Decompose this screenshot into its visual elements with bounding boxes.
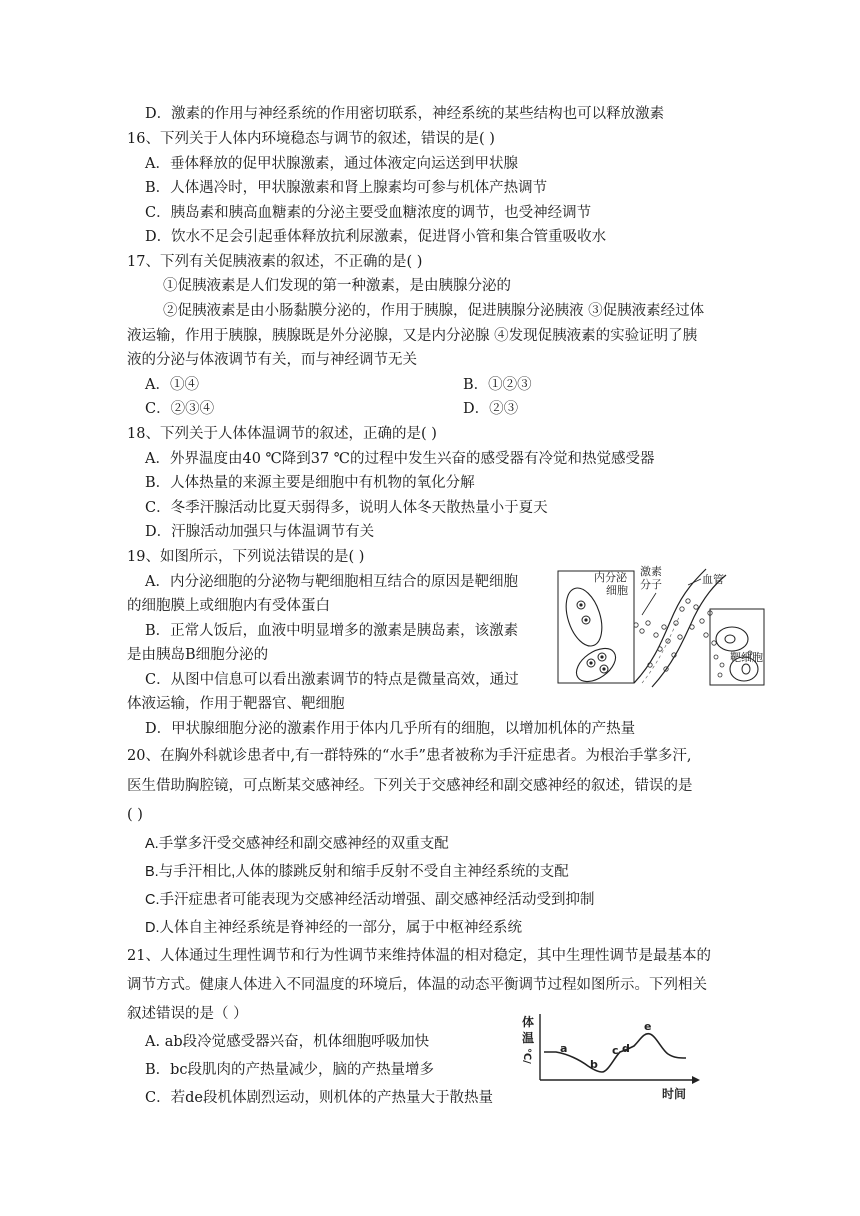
hormone-pointer [642, 593, 656, 615]
y-label-char-2: 温 [522, 1031, 535, 1045]
q21-option-a: A. ab段冷觉感受器兴奋，机体细胞呼吸加快 [145, 1034, 430, 1050]
point-a-label: a [560, 1042, 568, 1055]
q19-option-a-line1: A．内分泌细胞的分泌物与靶细胞相互结合的原因是靶细胞 [145, 574, 518, 590]
q20-option-b: B.与手汗相比,人体的膝跳反射和缩手反射不受自主神经系统的支配 [145, 864, 569, 880]
y-label-char-1: 体 [522, 1015, 535, 1029]
q17-statement-2a: ②促胰液素是由小肠黏膜分泌的，作用于胰腺，促进胰腺分泌胰液 ③促胰液素经过体 [163, 303, 705, 319]
endocrine-cell-lower [571, 642, 622, 689]
point-e-label: e [644, 1020, 652, 1033]
q19-option-b-line1: B．正常人饭后，血液中明显增多的激素是胰岛素，该激素 [145, 623, 519, 639]
q16-option-c: C．胰岛素和胰高血糖素的分泌主要受血糖浓度的调节，也受神经调节 [145, 205, 592, 221]
q21-stem-line2: 调节方式。健康人体进入不同温度的环境后，体温的动态平衡调节过程如图所示。下列相关 [127, 977, 707, 993]
q21-option-b: B．bc段肌肉的产热量减少，脑的产热量增多 [145, 1062, 435, 1078]
x-axis-arrow [692, 1076, 700, 1084]
q20-option-a: A.手掌多汗受交感神经和副交感神经的双重支配 [145, 836, 449, 852]
label-target: 靶细胞 [730, 651, 763, 664]
q19-option-c-line2: 体液运输，作用于靶器官、靶细胞 [127, 696, 345, 712]
q18-option-d: D．汗腺活动加强只与体温调节有关 [145, 524, 375, 540]
q18-stem: 18、下列关于人体体温调节的叙述，正确的是( ) [127, 426, 437, 442]
y-label-unit: ℃/ [521, 1048, 532, 1064]
q18-option-b: B．人体热量的来源主要是细胞中有机物的氧化分解 [145, 475, 475, 491]
q17-option-d: D．②③ [463, 401, 519, 417]
label-endocrine-1: 内分泌 [594, 571, 627, 584]
q20-option-c: C.手汗症患者可能表现为交感神经活动增强、副交感神经活动受到抑制 [145, 892, 595, 908]
q21-option-c: C．若de段机体剧烈运动，则机体的产热量大于散热量 [145, 1090, 493, 1106]
q16-stem: 16、下列关于人体内环境稳态与调节的叙述，错误的是( ) [127, 131, 495, 147]
q18-option-a: A．外界温度由40 ℃降到37 ℃的过程中发生兴奋的感受器有冷觉和热觉感受器 [145, 451, 655, 467]
point-b-label: b [590, 1058, 598, 1071]
q19-option-b-line2: 是由胰岛B细胞分泌的 [127, 647, 269, 663]
q19-hormone-transport-figure [556, 565, 766, 689]
x-label: 时间 [662, 1087, 687, 1101]
label-hormone-1: 激素 [640, 565, 662, 578]
point-c-label: c [612, 1044, 619, 1057]
q19-option-a-line2: 的细胞膜上或细胞内有受体蛋白 [127, 598, 330, 614]
q21-stem-line3: 叙述错误的是（ ） [127, 1006, 248, 1022]
q16-option-b: B．人体遇冷时，甲状腺激素和肾上腺素均可参与机体产热调节 [145, 180, 548, 196]
q15-option-d: D．激素的作用与神经系统的作用密切联系，神经系统的某些结构也可以释放激素 [145, 106, 665, 122]
q20-stem-line1: 20、在胸外科就诊患者中,有一群特殊的“水手”患者被称为手汗症患者。为根治手掌多汗, [127, 748, 692, 764]
q17-statement-1: ①促胰液素是人们发现的第一种激素，是由胰腺分泌的 [163, 278, 511, 294]
target-cell-upper [716, 627, 748, 651]
q17-option-a: A．①④ [145, 377, 199, 393]
q20-option-d: D.人体自主神经系统是脊神经的一部分，属于中枢神经系统 [145, 920, 522, 936]
q21-stem-line1: 21、人体通过生理性调节和行为性调节来维持体温的相对稳定，其中生理性调节是最基本的 [127, 948, 711, 964]
q19-option-c-line1: C．从图中信息可以看出激素调节的特点是微量高效，通过 [145, 672, 519, 688]
q19-option-d: D．甲状腺细胞分泌的激素作用于体内几乎所有的细胞，以增加机体的产热量 [145, 721, 636, 737]
q21-temperature-curve-figure [516, 1010, 700, 1102]
q18-option-c: C．冬季汗腺活动比夏天弱得多，说明人体冬天散热量小于夏天 [145, 500, 548, 516]
q17-statement-2c: 液的分泌与体液调节有关，而与神经调节无关 [127, 352, 417, 368]
label-vessel: 血管 [702, 573, 724, 586]
q19-stem: 19、如图所示，下列说法错误的是( ) [127, 549, 365, 565]
q17-option-b: B．①②③ [463, 377, 532, 393]
q20-answer-paren: ( ) [127, 807, 143, 823]
q16-option-a: A．垂体释放的促甲状腺激素，通过体液定向运送到甲状腺 [145, 156, 518, 172]
vessel-wall-right [652, 575, 726, 687]
q16-option-d: D．饮水不足会引起垂体释放抗利尿激素，促进肾小管和集合管重吸收水 [145, 229, 607, 245]
point-d-label: d [622, 1042, 630, 1055]
q17-stem: 17、下列有关促胰液素的叙述，不正确的是( ) [127, 254, 423, 270]
label-hormone-2: 分子 [640, 578, 662, 591]
label-endocrine-2: 细胞 [606, 584, 628, 597]
q17-statement-2b: 液运输，作用于胰腺，胰腺既是外分泌腺，又是内分泌腺 ④发现促胰液素的实验证明了胰 [127, 328, 698, 344]
q20-stem-line2: 医生借助胸腔镜，可点断某交感神经。下列关于交感神经和副交感神经的叙述，错误的是 [127, 778, 693, 794]
q17-option-c: C．②③④ [145, 401, 215, 417]
